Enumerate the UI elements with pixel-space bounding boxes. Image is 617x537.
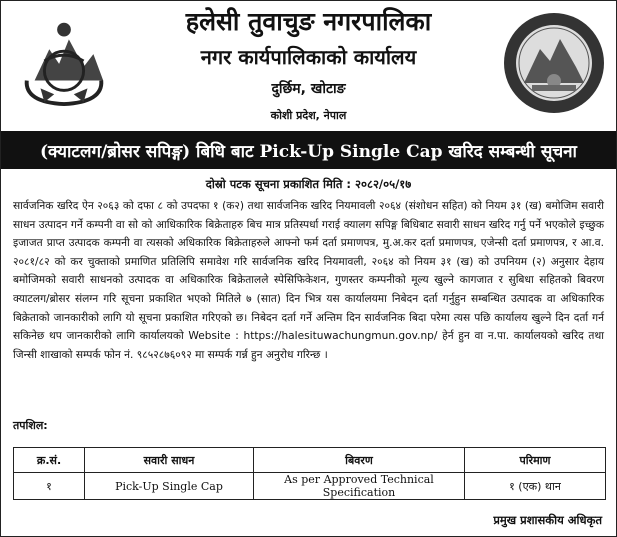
office-place: दुर्छिम, खोटाङ (271, 81, 346, 97)
table-header-row (14, 448, 606, 473)
cell-description: As per Approved Technical Specification (254, 473, 465, 500)
publish-date: दोस्रो पटक सूचना प्रकाशित मिति : २०८२/०५/१७ (205, 177, 412, 191)
table-row (14, 473, 606, 500)
notice-paragraph: सार्वजनिक खरिद ऐन २०६३ को दफा ८ को उपदफा १ (क२) तथा सार्वजनिक खरिद नियमावली २०६४ (संशोधन सहित) को नियम ३१ (ख) बमोजिम सवारी साधन उत्पादन गर्ने कम्पनी वा सो को आधिकारिक बिक्रेताहरु बिच मात्र प्रतिस्पर्धा गराई क्यालग सपिङ्ग बिधिबाट सवारी साधन खरिद गर्नु पर्ने भएकोले इच्छुक इजाजत प्राप्त उत्पादक कम्पनी वा त्यसको अधिकारिक बिक्रेताहरुले आफ्नो फर्म दर्ता प्रमाणपत्र, मु.अ.कर दर्ता प्रमाणपत्र, एजेन्सी दर्ता प्रमाणपत्र, र आ.व. २०८१/८२ को कर चुक्ताको प्रमाणित प्रतिलिपि समावेश गरि सार्वजनिक खरिद नियमावली, २०६४ को नियम ३१ (ख) को उपनियम (२) अनुसार देहाय बमोजिमको सवारी साधनको उत्पादक वा अधिकारिक बिक्रेतालले स्पेसिफिकेशन, गुणस्तर कम्पनीको मूल्य खुल्ने कागजात र सुबिधा सहितको बिवरण क्याटलग/ब्रोसर संलग्न गरि सूचना प्रकाशित भएको मितिले ७ (सात) दिन भित्र यस कार्यालयमा निबेदन दर्ता गर्नुहुन सम्बन्धित उत्पादक वा अधिकारिक बिक्रेताको जानकारीको लागि यो सूचना प्रकाशित गरिएको छ। निबेदन दर्ता गर्ने अन्तिम दिन सार्वजनिक बिदा परेमा त्यस पछि कार्यालय खुल्ने दिन दर्ता गर्न सकिनेछ थप जानकारीको लागि कार्यालयको Website : https://halesituwachungmun.gov.np/ हेर्न हुन वा न.पा. कार्यालयको खरिद तथा जिन्सी शाखाको सम्पर्क फोन नं. ९८५२८७६०९२ मा सम्पर्क गर्न्न हुन अनुरोध गरिन्छ । (13, 200, 604, 361)
col-serial: क्र.सं. (14, 448, 85, 473)
title-block (111, 1, 506, 123)
office-province: कोशी प्रदेश, नेपाल (270, 109, 347, 122)
nepal-emblem-icon (15, 9, 113, 109)
notice-header (1, 1, 616, 129)
col-quantity: परिमाण (465, 448, 606, 473)
details-table (13, 447, 606, 500)
cell-quantity: १ (एक) थान (465, 473, 606, 500)
notice-banner: (क्याटलग/ब्रोसर सपिङ्ग) बिधि बाट Pick-Up Single Cap खरिद सम्बन्धी सूचना (1, 131, 616, 169)
col-description: बिवरण (254, 448, 465, 473)
municipality-seal-icon (502, 11, 606, 115)
office-name: नगर कार्यपालिकाको कार्यालय (200, 45, 417, 69)
municipality-name: हलेसी तुवाचुङ नगरपालिका (185, 7, 432, 36)
cell-serial: १ (14, 473, 85, 500)
col-vehicle: सवारी साधन (85, 448, 254, 473)
signoff: प्रमुख प्रशासकीय अधिकृत (493, 513, 602, 527)
cell-vehicle: Pick-Up Single Cap (85, 473, 254, 500)
details-heading: तपशिल: (13, 419, 48, 432)
notice-body (13, 197, 604, 364)
